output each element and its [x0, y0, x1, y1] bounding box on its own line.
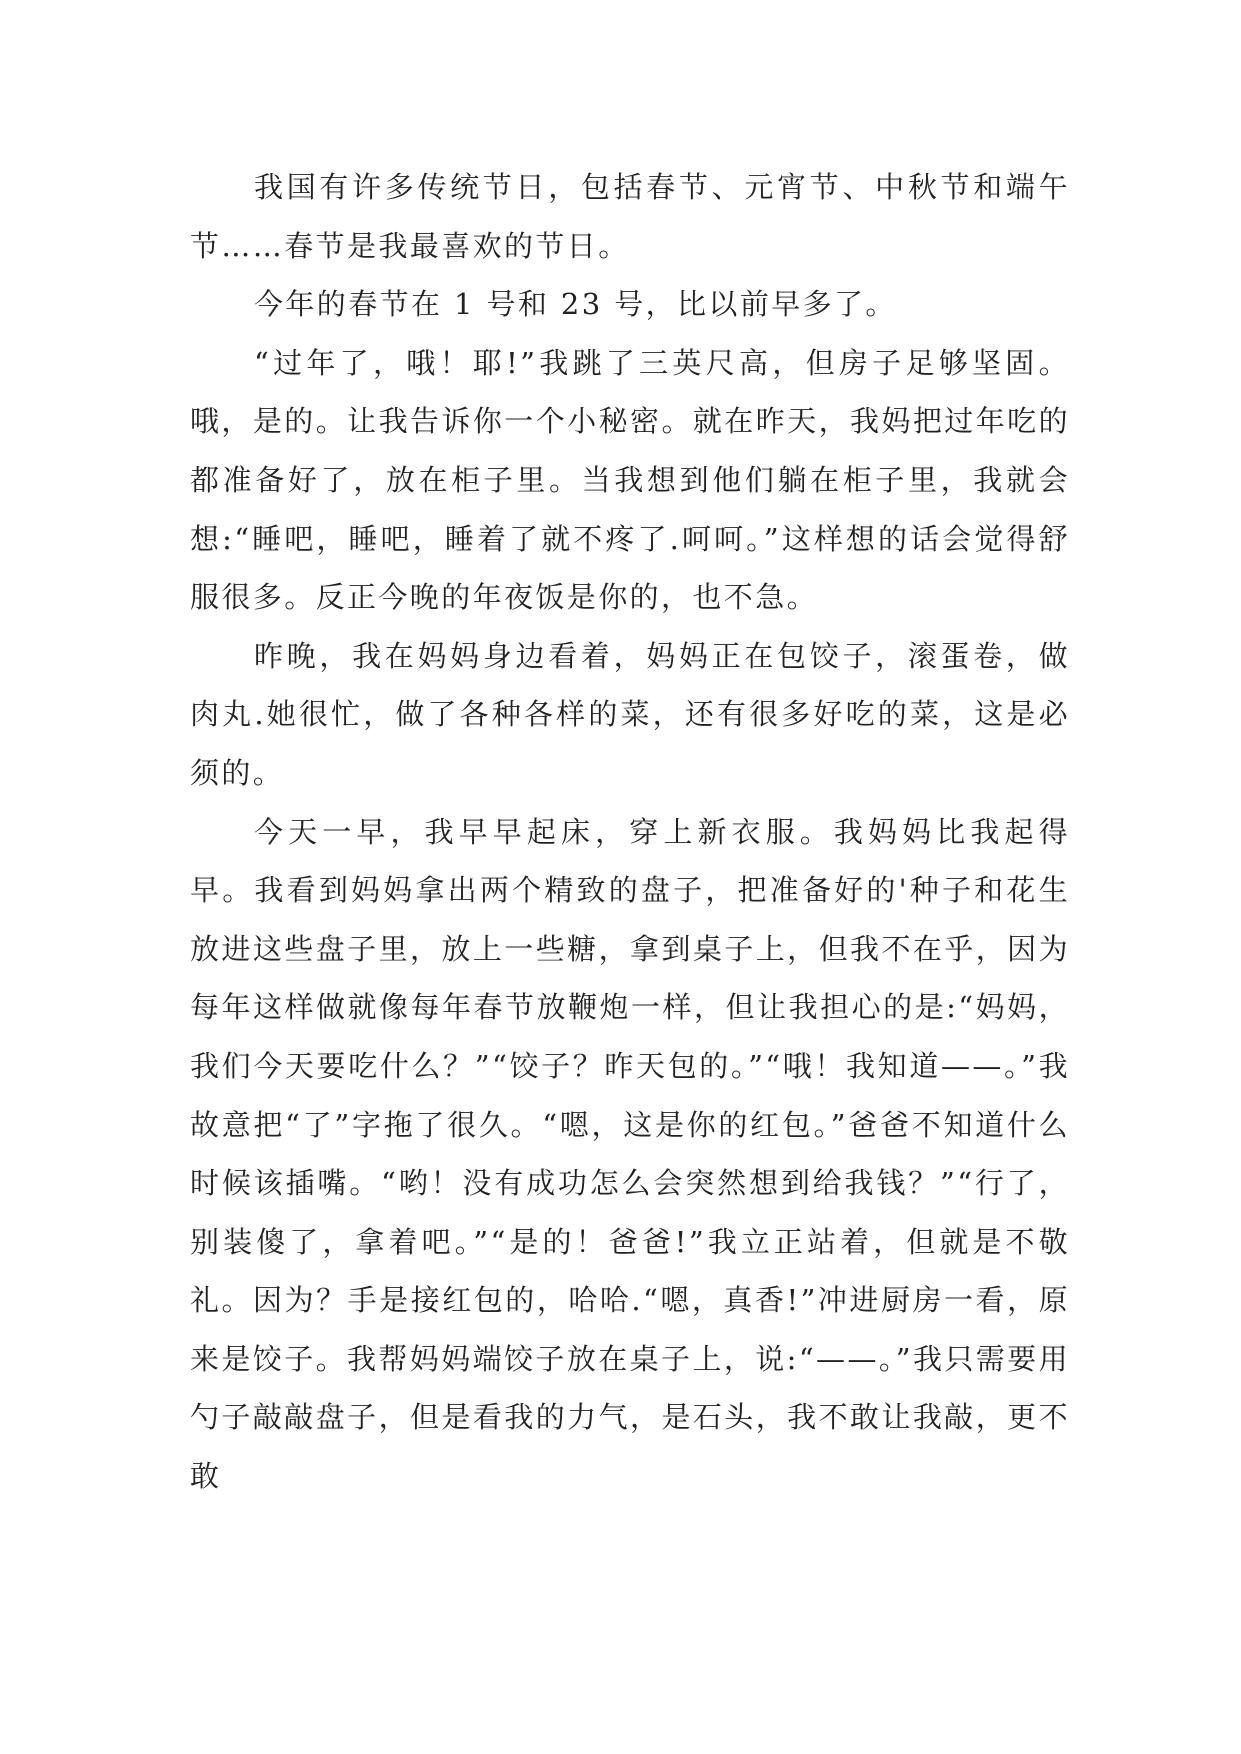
- paragraph-new-year-secret: “过年了，哦！耶!”我跳了三英尺高，但房子足够坚固。哦，是的。让我告诉你一个小秘密。就在昨天，我妈把过年吃的都准备好了，放在柜子里。当我想到他们躺在柜子里，我就会想:“睡吧，睡吧，睡着了就不疼了.呵呵。”这样想的话会觉得舒服很多。反正今晚的年夜饭是你的，也不急。: [190, 345, 1070, 615]
- body-text: [190, 158, 1070, 1506]
- paragraph-last-night: 昨晚，我在妈妈身边看着，妈妈正在包饺子，滚蛋卷，做肉丸.她很忙，做了各种各样的菜，还有很多好吃的菜，这是必须的。: [190, 638, 1070, 790]
- paragraph-spring-festival-date: 今年的春节在 1 号和 23 号，比以前早多了。: [254, 287, 897, 322]
- paragraph-this-morning: 今天一早，我早早起床，穿上新衣服。我妈妈比我起得早。我看到妈妈拿出两个精致的盘子，把准备好的'种子和花生放进这些盘子里，放上一些糖，拿到桌子上，但我不在乎，因为每年这样做就像每年春节放鞭炮一样，但让我担心的是:“妈妈，我们今天要吃什么？”“饺子？昨天包的。”“哦！我知道——。”我故意把“了”字拖了很久。“嗯，这是你的红包。”爸爸不知道什么时候该插嘴。“哟！没有成功怎么会突然想到给我钱？”“行了，别装傻了，拿着吧。”“是的！爸爸!”我立正站着，但就是不敬礼。因为？手是接红包的，哈哈.“嗯，真香!”冲进厨房一看，原来是饺子。我帮妈妈端饺子放在桌子上，说:“——。”我只需要用勺子敲敲盘子，但是看我的力气，是石头，我不敢让我敲，更不敢: [190, 814, 1070, 1494]
- paragraph-festivals: 我国有许多传统节日，包括春节、元宵节、中秋节和端午节……春节是我最喜欢的节日。: [190, 170, 1070, 263]
